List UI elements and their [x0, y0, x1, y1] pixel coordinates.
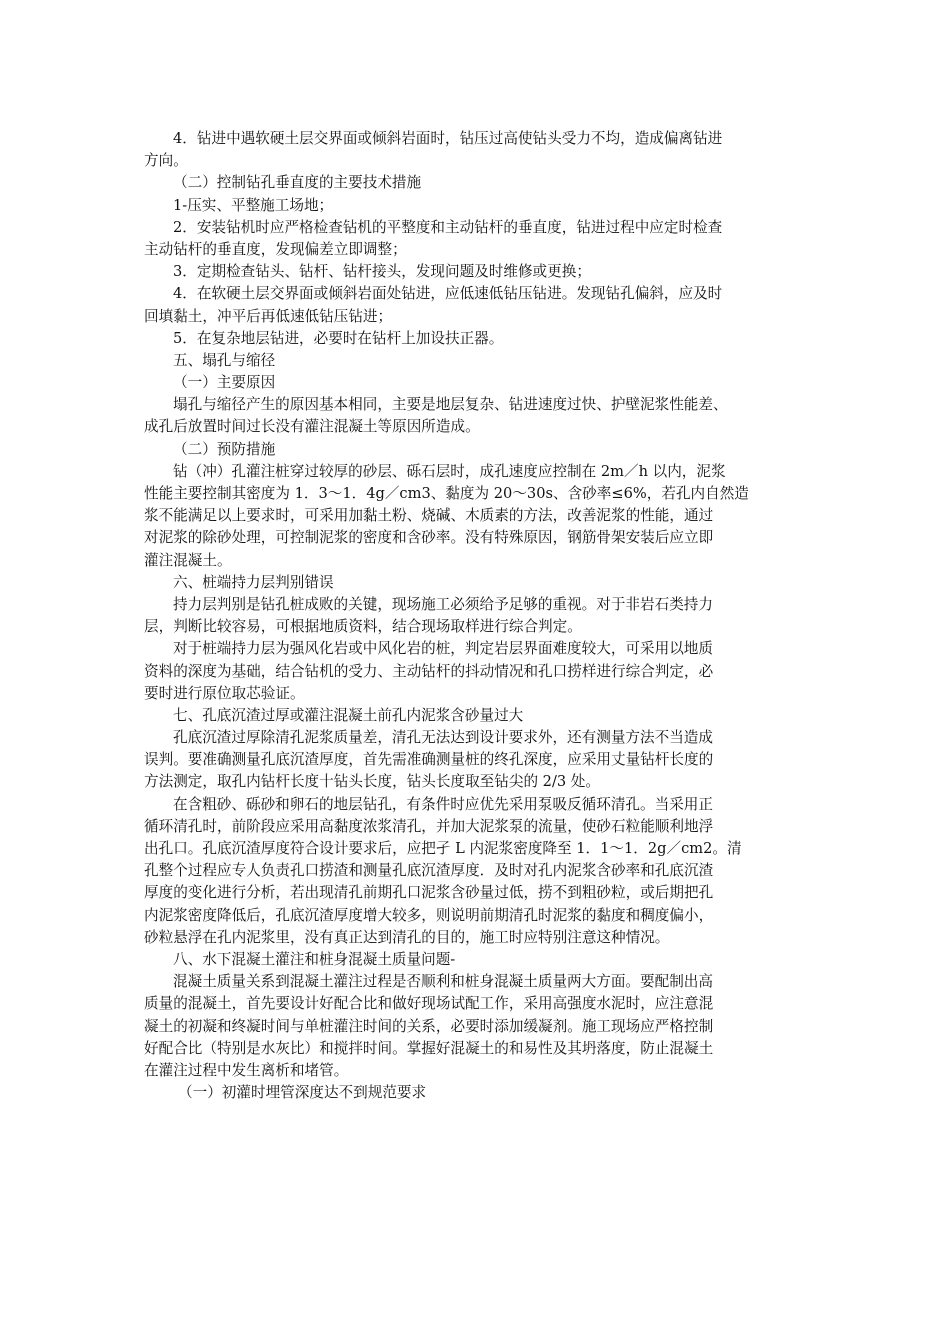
text-line: 混凝土质量关系到混凝土灌注过程是否顺利和桩身混凝土质量两大方面。要配制出高	[173, 973, 713, 991]
text-line: 内泥浆密度降低后，孔底沉渣厚度增大较多，则说明前期清孔时泥浆的黏度和稠度偏小，	[144, 906, 714, 924]
text-line: 孔底沉渣过厚除清孔泥浆质量差，清孔无法达到设计要求外，还有测量方法不当造成	[173, 729, 713, 747]
text-line: 循环清孔时，前阶段应采用高黏度浓浆清孔，并加大泥浆泵的流量，使砂石粒能顺利地浮	[144, 817, 714, 835]
text-line: 在含粗砂、砾砂和卵石的地层钻孔，有条件时应优先采用泵吸反循环清孔。当采用正	[173, 795, 713, 813]
text-line: 成孔后放置时间过长没有灌注混凝土等原因所造成。	[144, 418, 480, 436]
text-line: 孔整个过程应专人负责孔口捞渣和测量孔底沉渣厚度．及时对孔内泥浆含砂率和孔底沉渣	[144, 862, 714, 880]
text-line: （二）预防措施	[173, 440, 276, 458]
text-line: 灌注混凝土。	[144, 551, 232, 569]
text-line: 回填黏土，冲平后再低速低钻压钻进；	[144, 307, 393, 325]
text-line: 4．在软硬土层交界面或倾斜岩面处钻进，应低速低钻压钻进。发现钻孔偏斜，应及时	[173, 285, 723, 303]
text-line: 砂粒悬浮在孔内泥浆里，没有真正达到清孔的目的，施工时应特别注意这种情况。	[144, 928, 670, 946]
text-line: 塌孔与缩径产生的原因基本相同，主要是地层复杂、钻进速度过快、护壁泥浆性能差、	[173, 396, 728, 414]
text-line: 钻（冲）孔灌注桩穿过较厚的砂层、砾石层时，成孔速度应控制在 2m／h 以内，泥浆	[173, 462, 726, 480]
text-line: 对泥浆的除砂处理，可控制泥浆的密度和含砂率。没有特殊原因，钢筋骨架安装后应立即	[144, 529, 714, 547]
text-line: （一）主要原因	[173, 374, 276, 392]
text-line: 主动钻杆的垂直度，发现偏差立即调整；	[144, 240, 407, 258]
text-line: 好配合比（特别是水灰比）和搅拌时间。掌握好混凝土的和易性及其坍落度，防止混凝土	[144, 1039, 714, 1057]
text-line: 质量的混凝土，首先要设计好配合比和做好现场试配工作，采用高强度水泥时，应注意混	[144, 995, 714, 1013]
text-line: 六、桩端持力层判别错误	[173, 573, 334, 591]
text-line: 层，判断比较容易，可根据地质资料，结合现场取样进行综合判定。	[144, 618, 582, 636]
text-line: 在灌注过程中发生离析和堵管。	[144, 1061, 349, 1079]
text-line: 七、孔底沉渣过厚或灌注混凝土前孔内泥浆含砂量过大	[173, 706, 524, 724]
text-line: 2．安装钻机时应严格检查钻机的平整度和主动钻杆的垂直度，钻进过程中应定时检查	[173, 218, 723, 236]
text-line: 五、塌孔与缩径	[173, 351, 276, 369]
text-line: 要时进行原位取芯验证。	[144, 684, 305, 702]
text-line: 八、水下混凝土灌注和桩身混凝土质量问题-	[173, 950, 456, 968]
text-line: （二）控制钻孔垂直度的主要技术措施	[173, 174, 422, 192]
text-line: 4．钻进中遇软硬土层交界面或倾斜岩面时，钻压过高使钻头受力不均，造成偏离钻进	[173, 130, 723, 147]
text-line: （一）初灌时埋管深度达不到规范要求	[178, 1084, 427, 1102]
text-line: 对于桩端持力层为强风化岩或中风化岩的桩，判定岩层界面难度较大，可采用以地质	[173, 640, 713, 658]
text-line: 5．在复杂地层钻进，必要时在钻杆上加设扶正器。	[173, 329, 504, 347]
document-page	[144, 128, 814, 1104]
text-line: 持力层判别是钻孔桩成败的关键，现场施工必须给予足够的重视。对于非岩石类持力	[173, 595, 713, 613]
text-line: 误判。要准确测量孔底沉渣厚度，首先需准确测量桩的终孔深度，应采用丈量钻杆长度的	[144, 751, 714, 769]
text-line: 方向。	[144, 152, 188, 170]
text-line: 3．定期检查钻头、钻杆、钻杆接头，发现问题及时维修或更换；	[173, 263, 591, 281]
text-line: 1-压实、平整施工场地；	[173, 196, 334, 214]
text-line: 资料的深度为基础，结合钻机的受力、主动钻杆的抖动情况和孔口捞样进行综合判定，必	[144, 662, 714, 680]
text-line: 浆不能满足以上要求时，可采用加黏土粉、烧碱、木质素的方法，改善泥浆的性能，通过	[144, 507, 714, 525]
text-line: 凝土的初凝和终凝时间与单桩灌注时间的关系，必要时添加缓凝剂。施工现场应严格控制	[144, 1017, 714, 1035]
text-line: 出孔口。孔底沉渣厚度符合设计要求后，应把孑 L 内泥浆密度降至 1．1～1．2g／cm2。清	[144, 840, 742, 857]
text-line: 方法测定，取孔内钻杆长度十钻头长度，钻头长度取至钻尖的 2/3 处。	[144, 773, 600, 791]
text-line: 厚度的变化进行分析，若出现清孔前期孔口泥浆含砂量过低，捞不到粗砂粒，或后期把孔	[144, 884, 714, 902]
text-line: 性能主要控制其密度为 1．3～1．4g／cm3、黏度为 20～30s、含砂率≤6%，若孔内自然造	[144, 485, 749, 502]
